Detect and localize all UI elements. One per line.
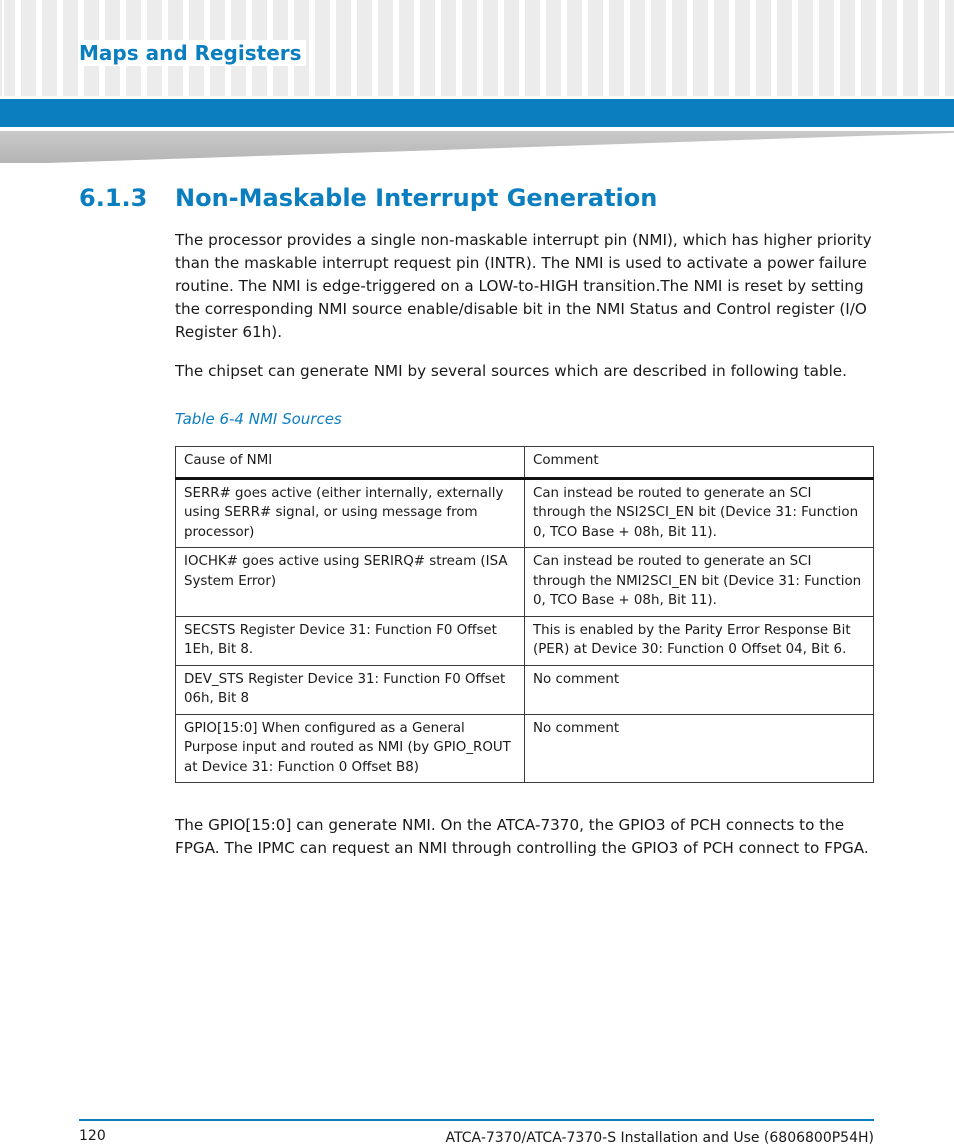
header-blue-bar <box>0 99 954 127</box>
cause-cell: DEV_STS Register Device 31: Function F0 Offset 06h, Bit 8 <box>176 665 525 714</box>
column-header-comment: Comment <box>525 447 874 479</box>
comment-cell: This is enabled by the Parity Error Response Bit (PER) at Device 30: Function 0 Offset 04, Bit 6. <box>525 616 874 665</box>
header-gray-wedge <box>0 131 954 163</box>
section-title: Non-Maskable Interrupt Generation <box>175 184 658 212</box>
comment-cell: No comment <box>525 714 874 783</box>
comment-cell: No comment <box>525 665 874 714</box>
footer-rule <box>79 1119 874 1121</box>
table-header-row <box>176 447 874 479</box>
table-row <box>176 478 874 548</box>
column-header-cause: Cause of NMI <box>176 447 525 479</box>
table-caption: Table 6-4 NMI Sources <box>175 410 342 428</box>
nmi-sources-table <box>175 446 874 783</box>
table-row <box>176 665 874 714</box>
table-row <box>176 714 874 783</box>
table-row <box>176 616 874 665</box>
sources-paragraph: The chipset can generate NMI by several sources which are described in following table. <box>175 362 847 380</box>
cause-cell: SERR# goes active (either internally, externally using SERR# signal, or using message from processor) <box>176 478 525 548</box>
cause-cell: GPIO[15:0] When configured as a General Purpose input and routed as NMI (by GPIO_ROUT at Device 31: Function 0 Offset B8) <box>176 714 525 783</box>
chapter-title: Maps and Registers <box>79 40 306 66</box>
intro-paragraph: The processor provides a single non-maskable interrupt pin (NMI), which has higher priority than the maskable interrupt request pin (INTR). The NMI is used to activate a power failure routine. The NMI is edge-triggered on a LOW-to-HIGH transition.The NMI is reset by setting the corresponding NMI source enable/disable bit in the NMI Status and Control register (I/O Register 61h). <box>175 231 872 341</box>
section-number: 6.1.3 <box>79 184 148 212</box>
table-row <box>176 548 874 617</box>
comment-cell: Can instead be routed to generate an SCI through the NMI2SCI_EN bit (Device 31: Function 0, TCO Base + 08h, Bit 11). <box>525 548 874 617</box>
gpio-paragraph: The GPIO[15:0] can generate NMI. On the ATCA-7370, the GPIO3 of PCH connects to the FPGA. The IPMC can request an NMI through controlling the GPIO3 of PCH connect to FPGA. <box>175 816 869 857</box>
section-heading <box>79 181 657 215</box>
cause-cell: IOCHK# goes active using SERIRQ# stream (ISA System Error) <box>176 548 525 617</box>
cause-cell: SECSTS Register Device 31: Function F0 Offset 1Eh, Bit 8. <box>176 616 525 665</box>
comment-cell: Can instead be routed to generate an SCI through the NSI2SCI_EN bit (Device 31: Function 0, TCO Base + 08h, Bit 11). <box>525 478 874 548</box>
document-title: ATCA-7370/ATCA-7370-S Installation and Use (6806800P54H) <box>445 1130 874 1146</box>
page-number: 120 <box>79 1128 106 1144</box>
